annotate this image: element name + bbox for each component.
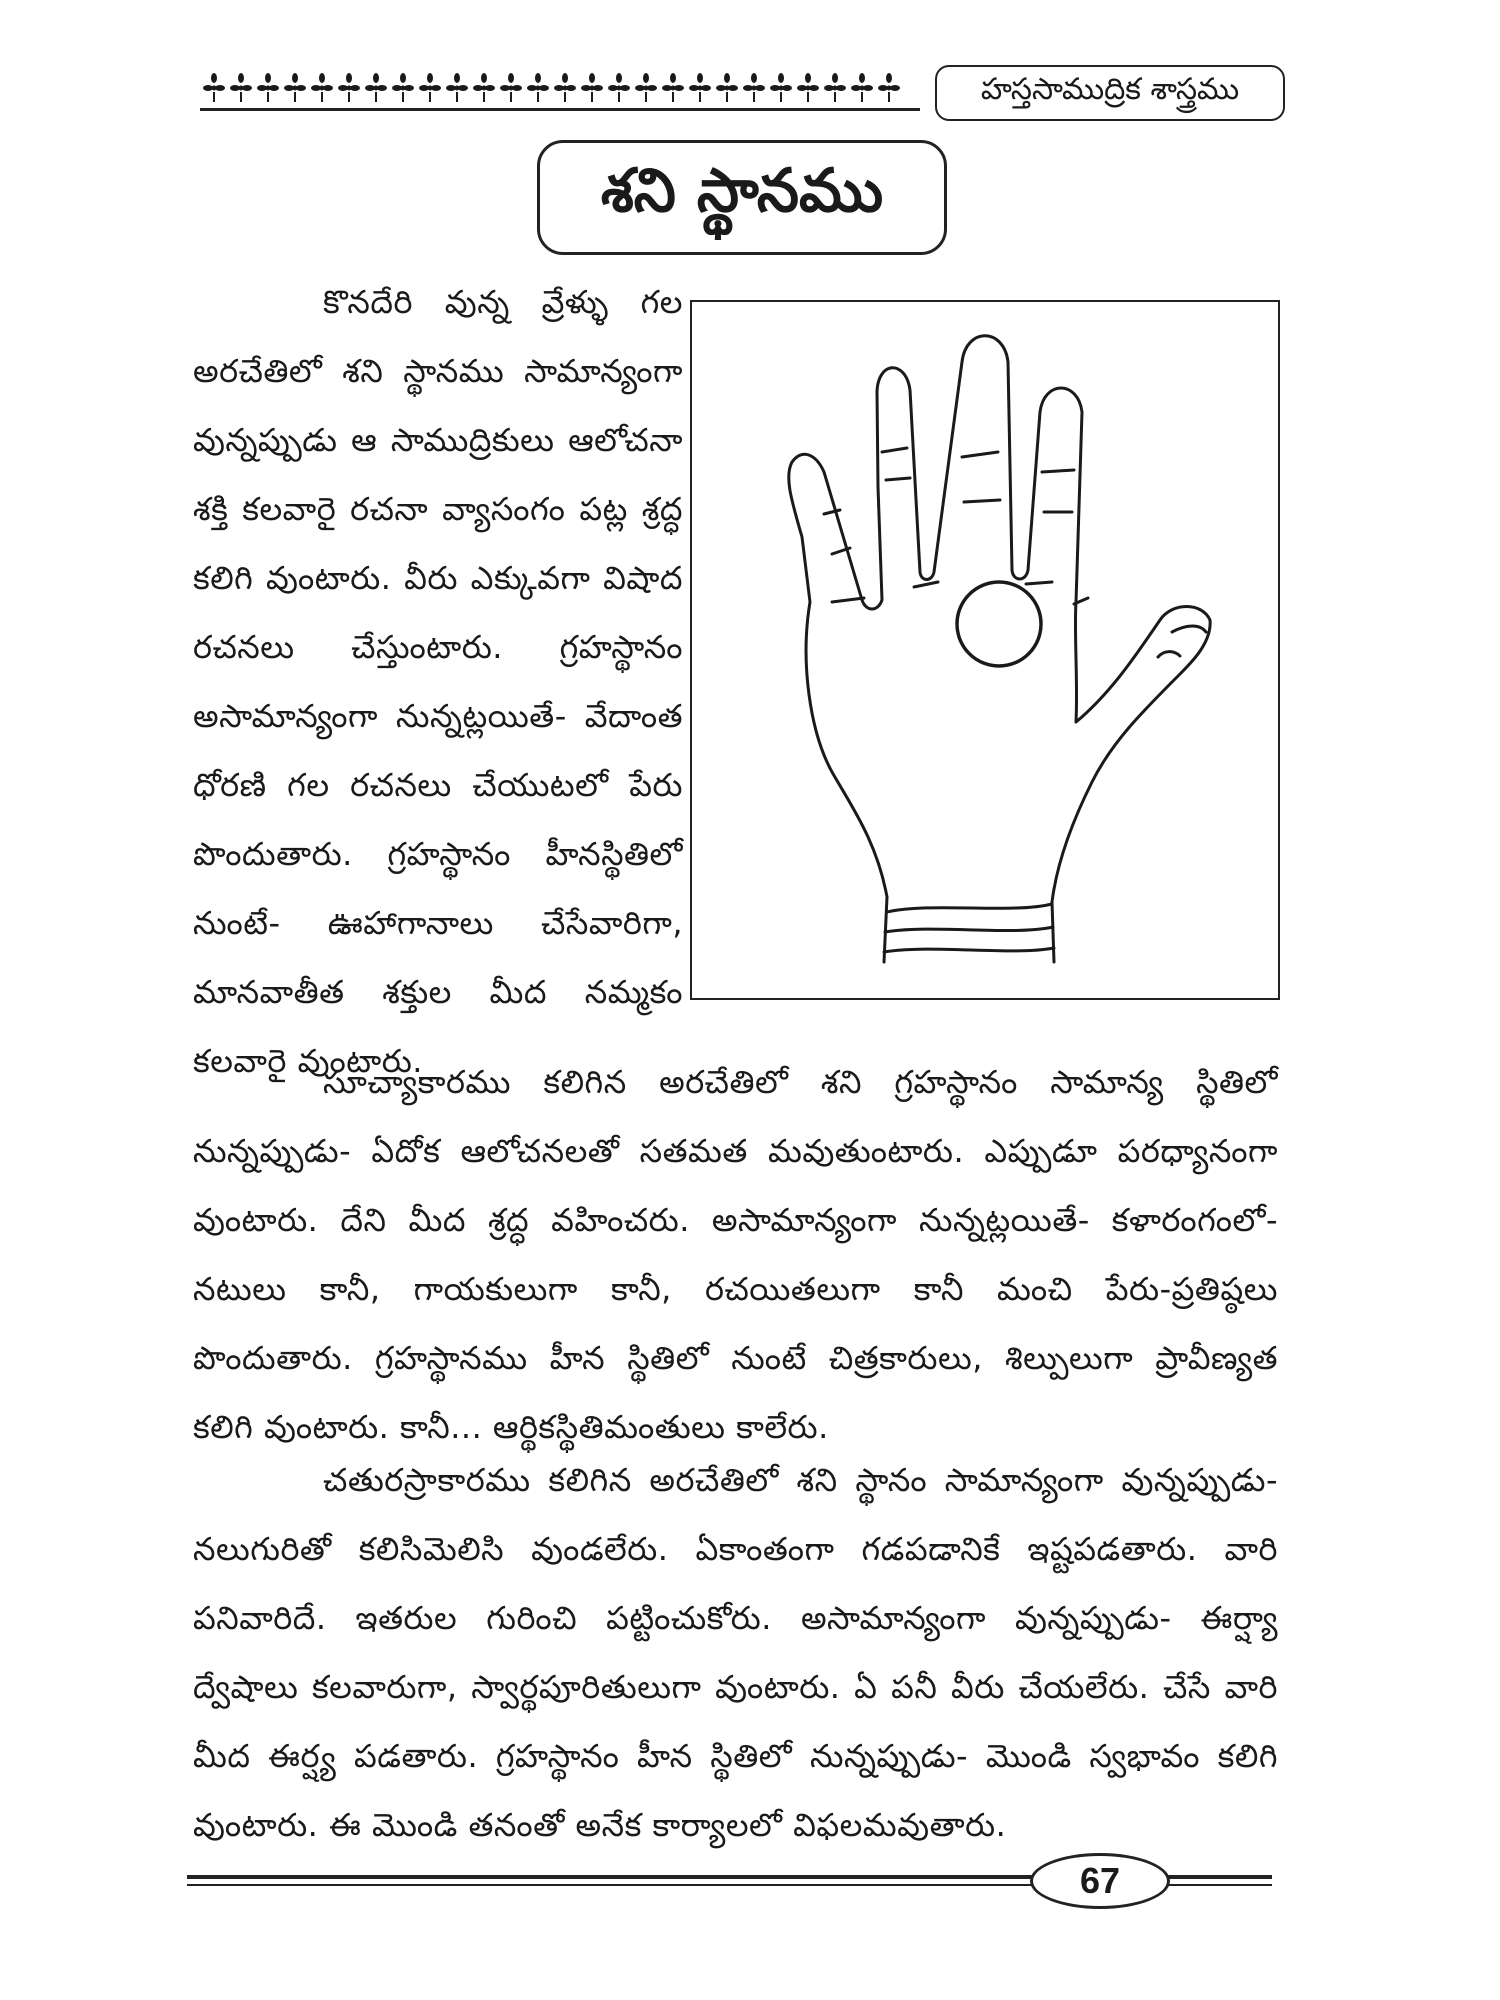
paragraph-3	[193, 1446, 1278, 1860]
ornament-motif	[338, 73, 360, 102]
text-line: నలుగురితో కలిసిమెలిసి వుండలేరు. ఏకాంతంగా గడపడానికే ఇష్టపడతారు. వారి	[193, 1530, 1278, 1568]
text-line: వుంటారు. ఈ మొండి తనంతో అనేక కార్యాలలో విఫలమవుతారు.	[193, 1806, 1007, 1844]
ornament-motif	[743, 73, 765, 102]
ornament-motif	[257, 73, 279, 102]
text-line: అసామాన్యంగా నున్నట్లయితే- వేదాంత	[193, 697, 683, 735]
ornament-motif	[635, 73, 657, 102]
ornament-motif	[689, 73, 711, 102]
ornament-motif	[608, 73, 630, 102]
ornament-motif	[365, 73, 387, 102]
ornament-motif	[770, 73, 792, 102]
text-line: నుంటే- ఊహాగానాలు చేసేవారిగా,	[193, 904, 683, 942]
text-line: అరచేతిలో శని స్థానము సామాన్యంగా	[193, 352, 683, 390]
text-line: వున్నప్పుడు ఆ సాముద్రికులు ఆలోచనా	[193, 421, 683, 459]
intro-paragraph	[193, 268, 683, 1096]
ornament-motif	[392, 73, 414, 102]
text-line: కలవారై వుంటారు.	[193, 1042, 423, 1080]
text-line: ధోరణి గల రచనలు చేయుటలో పేరు	[193, 766, 683, 804]
ornament-motif	[500, 73, 522, 102]
text-line: కొనదేరి వున్న వ్రేళ్ళు గల	[323, 283, 683, 321]
ornament-motif	[527, 73, 549, 102]
ornament-motif	[878, 73, 900, 102]
palm-hand-illustration	[692, 302, 1277, 997]
ornament-motif	[446, 73, 468, 102]
text-line: మీద ఈర్ష్య పడతారు. గ్రహస్థానం హీన స్థితిలో నున్నప్పుడు- మొండి స్వభావం కలిగి	[193, 1737, 1278, 1775]
ornament-motif	[311, 73, 333, 102]
header-rule	[200, 108, 920, 111]
text-line: కలిగి వుంటారు. వీరు ఎక్కువగా విషాద	[193, 559, 683, 597]
paragraph-2	[193, 1048, 1278, 1462]
ornament-motif	[824, 73, 846, 102]
text-line: పొందుతారు. గ్రహస్థానం హీనస్థితిలో	[193, 835, 683, 873]
text-line: కలిగి వుంటారు. కానీ... ఆర్థికస్థితిమంతులు కాలేరు.	[193, 1408, 829, 1446]
page-number-text: 67	[1079, 1860, 1121, 1901]
ornament-motif	[554, 73, 576, 102]
text-line: వుంటారు. దేని మీద శ్రద్ధ వహించరు. అసామాన్యంగా నున్నట్లయితే- కళారంగంలో-	[193, 1201, 1278, 1239]
ornament-motif	[473, 73, 495, 102]
text-line: ద్వేషాలు కలవారుగా, స్వార్థపూరితులుగా వుంటారు. ఏ పనీ వీరు చేయలేరు. చేసే వారి	[193, 1668, 1278, 1706]
ornament-motif	[716, 73, 738, 102]
section-title: శని స్థానము	[600, 155, 884, 226]
book-title: హస్తసాముద్రిక శాస్త్రము	[980, 72, 1240, 107]
ornament-motif	[581, 73, 603, 102]
text-line: చతురస్రాకారము కలిగిన అరచేతిలో శని స్థానం సామాన్యంగా వున్నప్పుడు-	[323, 1461, 1278, 1499]
ornament-motif	[230, 73, 252, 102]
ornament-motif	[662, 73, 684, 102]
section-title-box	[537, 140, 947, 255]
text-line: పొందుతారు. గ్రహస్థానము హీన స్థితిలో నుంటే చిత్రకారులు, శిల్పులుగా ప్రావీణ్యత	[193, 1339, 1278, 1377]
running-header	[935, 65, 1285, 121]
ornament-motif	[284, 73, 306, 102]
ornament-motif	[797, 73, 819, 102]
text-line: నటులు కానీ, గాయకులుగా కానీ, రచయితలుగా కానీ మంచి పేరు-ప్రతిష్ఠలు	[193, 1270, 1278, 1308]
palm-figure	[690, 300, 1280, 1000]
header-ornament-border	[200, 60, 920, 120]
saturn-mount-marker	[957, 582, 1041, 666]
text-line: నున్నప్పుడు- ఏదోక ఆలోచనలతో సతమత మవుతుంటారు. ఎప్పుడూ పరధ్యానంగా	[193, 1132, 1278, 1170]
text-line: సూచ్యాకారము కలిగిన అరచేతిలో శని గ్రహస్థానం సామాన్య స్థితిలో	[323, 1063, 1278, 1101]
text-line: శక్తి కలవారై రచనా వ్యాసంగం పట్ల శ్రద్ధ	[193, 490, 683, 528]
ornament-motif	[851, 73, 873, 102]
text-line: మానవాతీత శక్తుల మీద నమ్మకం	[193, 973, 683, 1011]
text-line: పనివారిదే. ఇతరుల గురించి పట్టించుకోరు. అసామాన్యంగా వున్నప్పుడు- ఈర్ష్యా	[193, 1599, 1278, 1637]
ornament-motif	[203, 73, 225, 102]
ornament-motif	[419, 73, 441, 102]
text-line: రచనలు చేస్తుంటారు. గ్రహస్థానం	[193, 628, 683, 666]
page-number	[1030, 1853, 1170, 1909]
